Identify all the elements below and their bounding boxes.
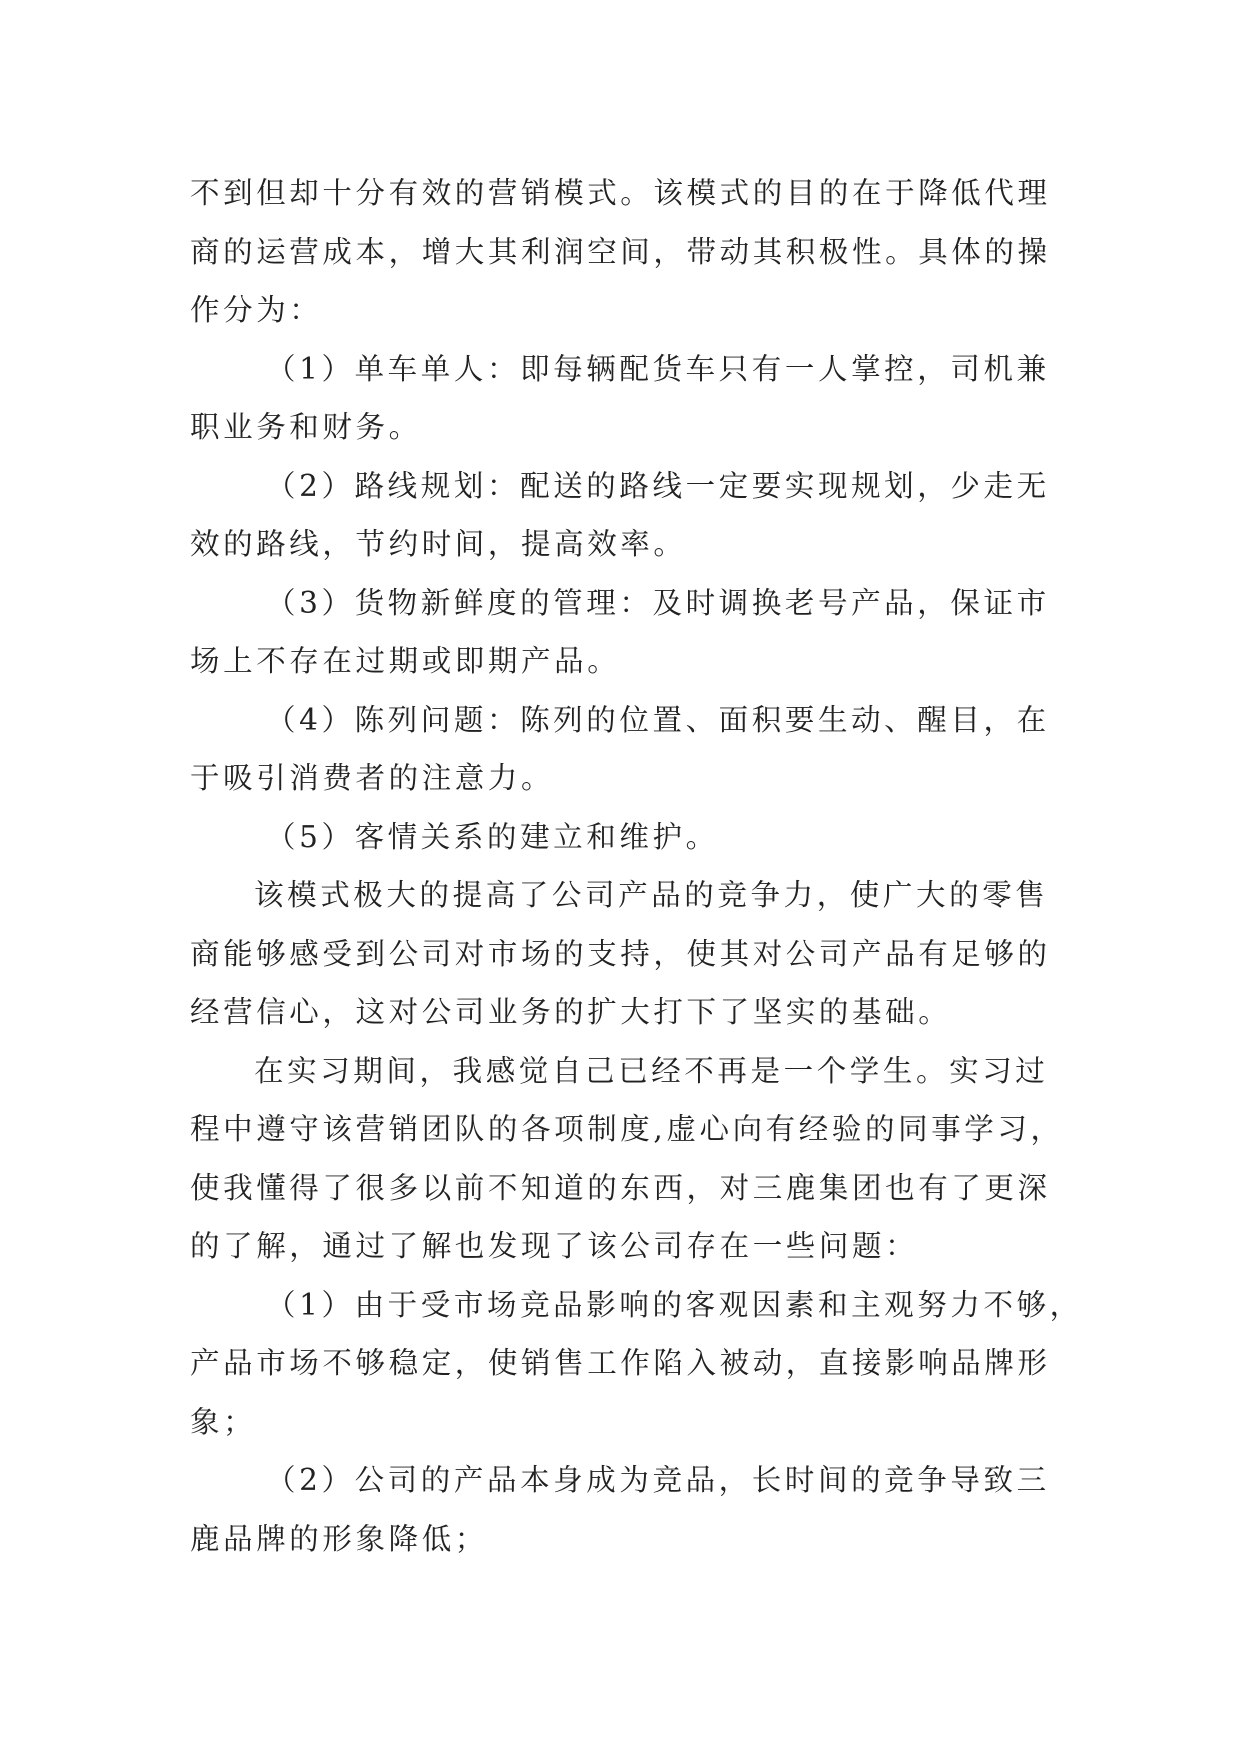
paragraph-first-line: 在实习期间，我感觉自己已经不再是一个学生。实习过 <box>254 1053 1049 1088</box>
text-line: 产品市场不够稳定，使销售工作陷入被动，直接影响品牌形 <box>190 1346 1051 1380</box>
text-line: 效的路线，节约时间，提高效率。 <box>190 527 687 561</box>
list-item-line: （2）公司的产品本身成为竞品，长时间的竞争导致三 <box>266 1463 1050 1497</box>
list-item-line: （3）货物新鲜度的管理：及时调换老号产品，保证市 <box>266 585 1050 620</box>
text-line: 鹿品牌的形象降低； <box>190 1521 488 1556</box>
paragraph-first-line: 该模式极大的提高了公司产品的竞争力，使广大的零售 <box>254 878 1049 912</box>
list-item-line: （2）路线规划：配送的路线一定要实现规划，少走无 <box>266 468 1050 503</box>
text-line: 职业务和财务。 <box>190 410 422 444</box>
list-item-line: （1）由于受市场竞品影响的客观因素和主观努力不够， <box>266 1287 1083 1322</box>
list-item-line: （5）客情关系的建立和维护。 <box>266 819 719 854</box>
text-line: 使我懂得了很多以前不知道的东西，对三鹿集团也有了更深 <box>190 1170 1051 1205</box>
list-item-line: （1）单车单人：即每辆配货车只有一人掌控，司机兼 <box>266 351 1050 386</box>
list-item-line: （4）陈列问题：陈列的位置、面积要生动、醒目，在 <box>266 702 1050 737</box>
text-line: 商能够感受到公司对市场的支持，使其对公司产品有足够的 <box>190 936 1051 971</box>
text-line: 的了解，通过了解也发现了该公司存在一些问题： <box>190 1229 919 1263</box>
text-line: 经营信心，这对公司业务的扩大打下了坚实的基础。 <box>190 995 952 1029</box>
text-line: 商的运营成本，增大其利润空间，带动其积极性。具体的操 <box>190 234 1051 269</box>
text-line: 程中遵守该营销团队的各项制度,虚心向有经验的同事学习， <box>190 1112 1064 1146</box>
text-line: 不到但却十分有效的营销模式。该模式的目的在于降低代理 <box>190 176 1051 210</box>
text-line: 象； <box>190 1404 257 1439</box>
text-line: 于吸引消费者的注意力。 <box>190 761 555 795</box>
document-body <box>190 164 1083 1568</box>
text-line: 作分为： <box>190 293 323 327</box>
text-line: 场上不存在过期或即期产品。 <box>190 644 621 678</box>
